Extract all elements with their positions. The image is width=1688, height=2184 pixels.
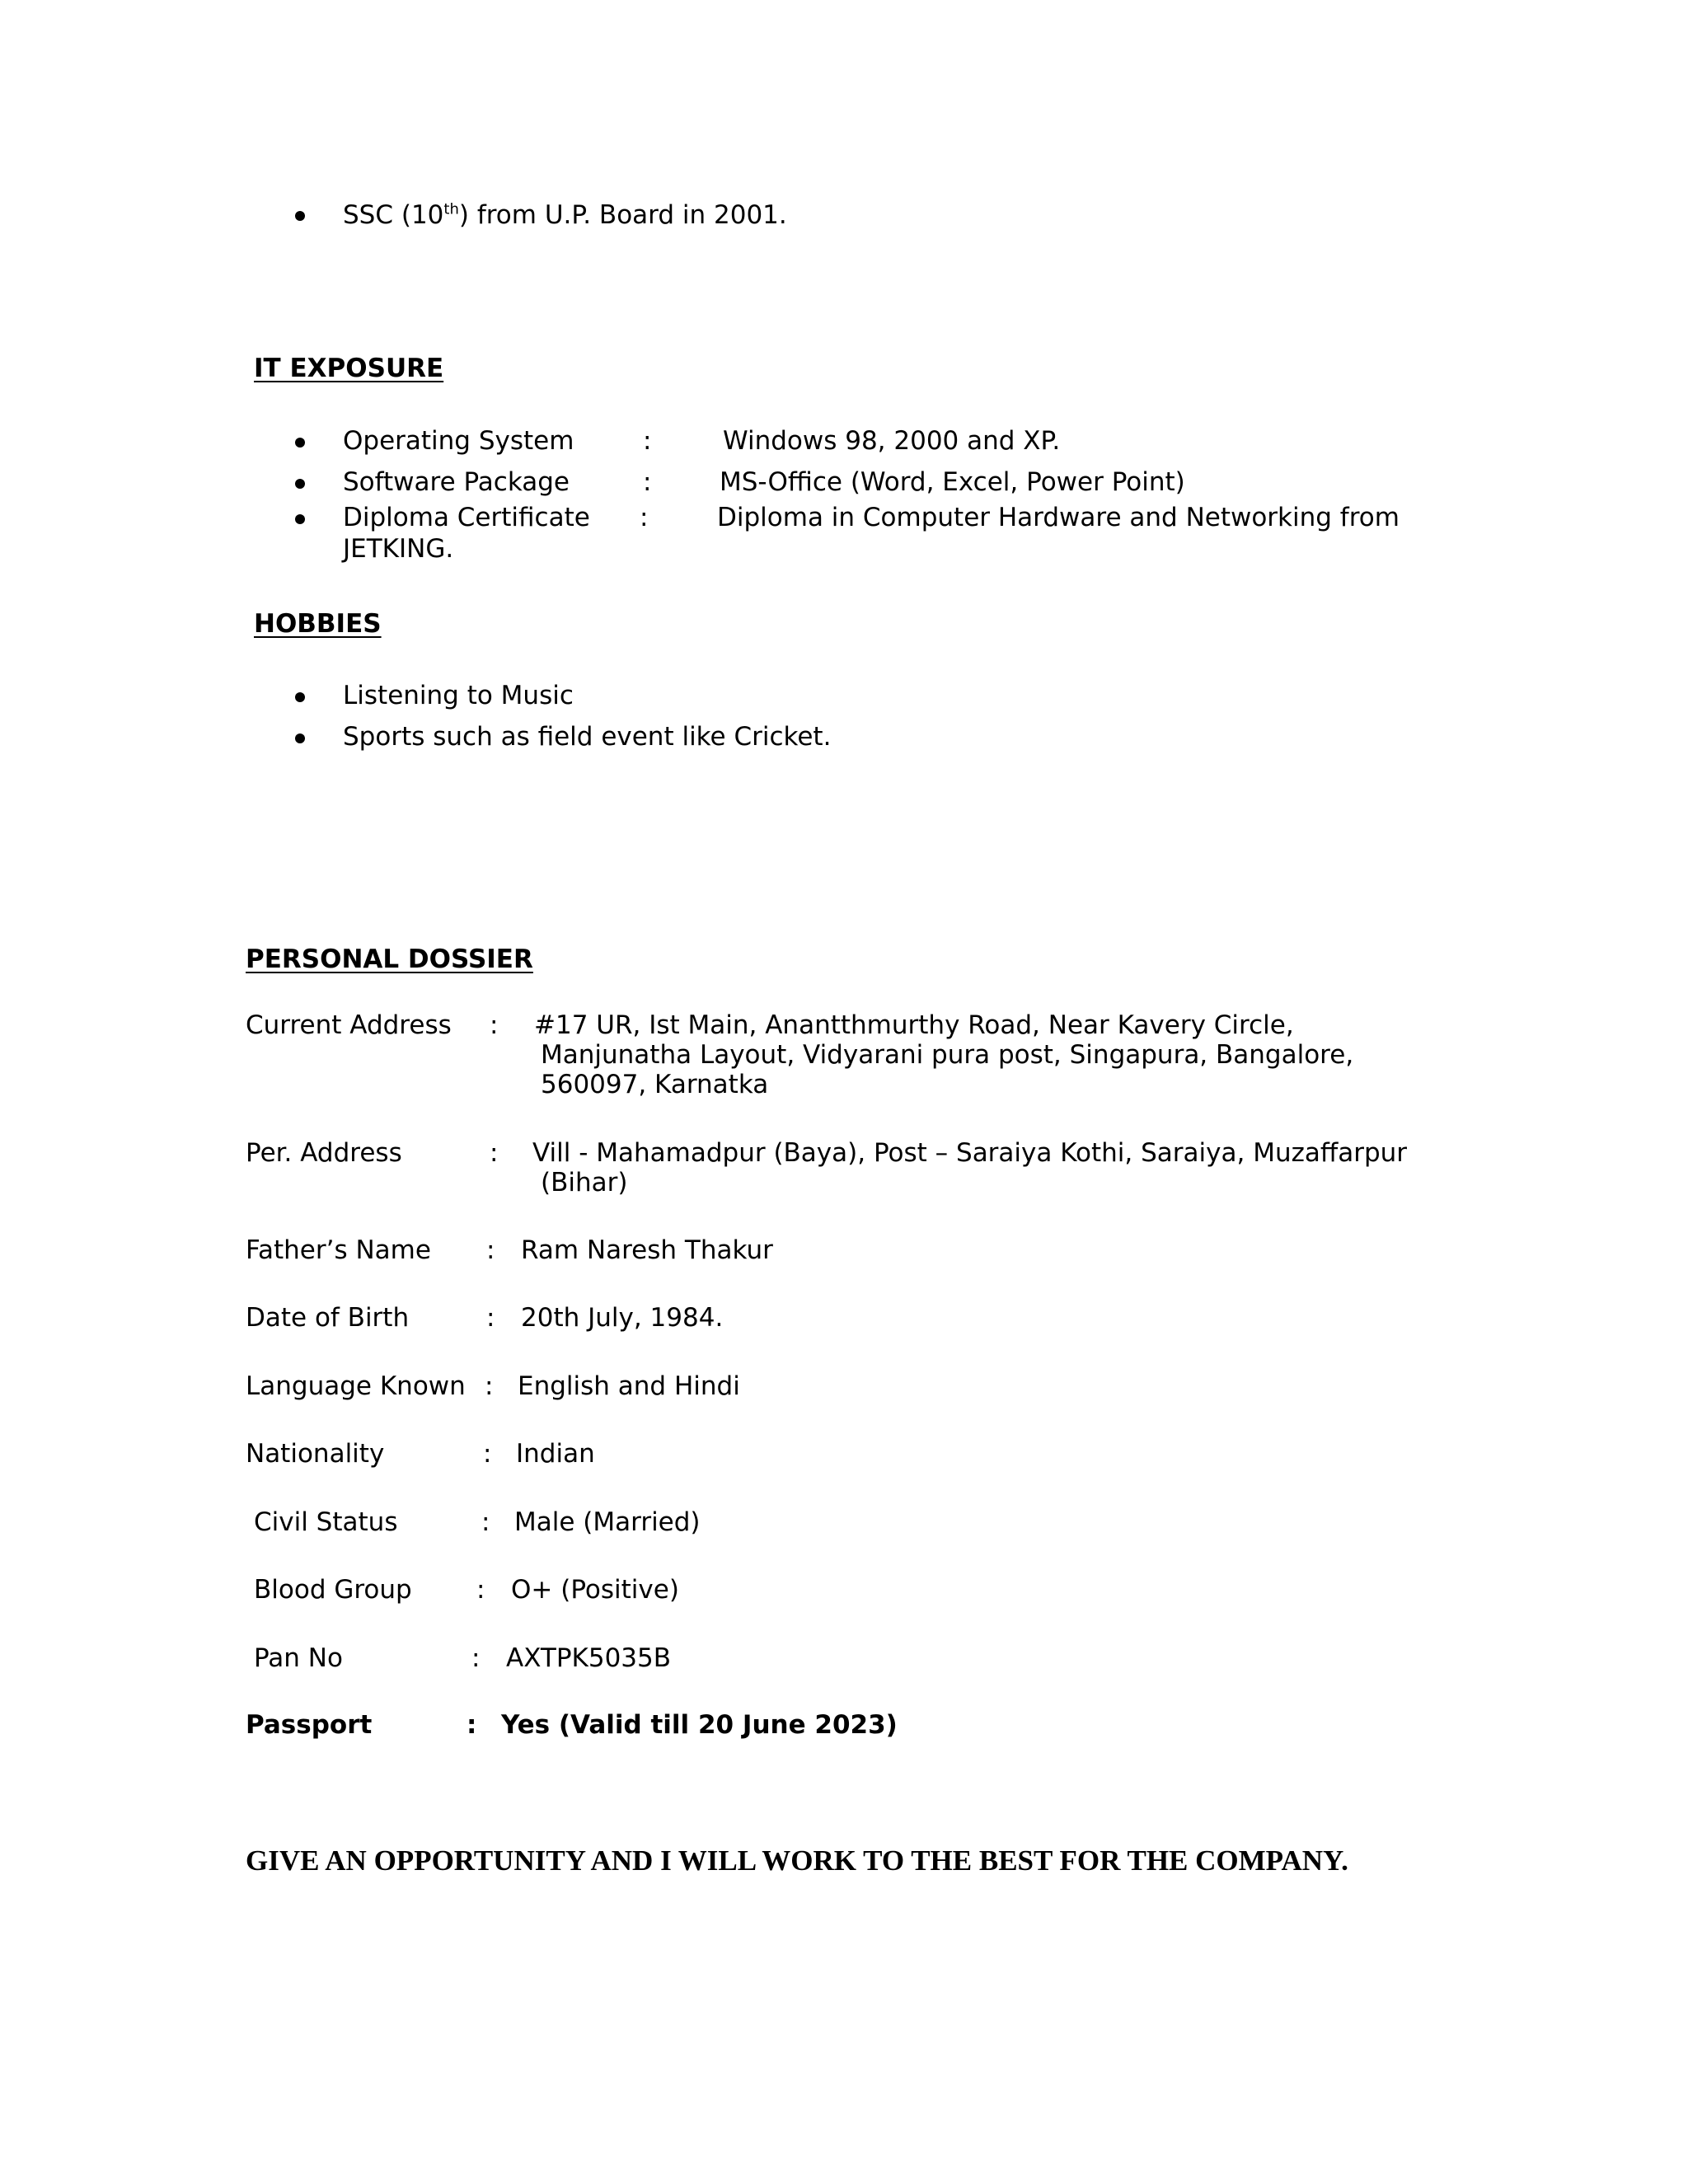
passport-sep: : <box>467 1710 477 1740</box>
pan-no-value: AXTPK5035B <box>506 1643 672 1673</box>
it-item-sep: : <box>643 426 652 456</box>
current-address-line: #17 UR, Ist Main, Anantthmurthy Road, Near Kavery Circle, <box>534 1010 1294 1040</box>
current-address-sep: : <box>490 1010 499 1040</box>
nationality-sep: : <box>483 1439 492 1469</box>
blood-group-label: Blood Group <box>254 1575 412 1605</box>
education-ssc: SSC (10th) from U.P. Board in 2001. <box>343 200 787 230</box>
civil-status-sep: : <box>481 1507 490 1537</box>
bullet-icon <box>295 211 305 221</box>
bullet-icon <box>295 479 305 489</box>
fathers-name-label: Father’s Name <box>246 1235 431 1265</box>
passport-value: Yes (Valid till 20 June 2023) <box>501 1710 898 1740</box>
it-item-continuation: JETKING. <box>343 534 454 564</box>
blood-group-sep: : <box>476 1575 485 1605</box>
bullet-icon <box>295 692 305 702</box>
per-address-line: (Bihar) <box>541 1168 628 1197</box>
it-item-sep: : <box>643 467 652 497</box>
dob-label: Date of Birth <box>246 1303 410 1333</box>
nationality-label: Nationality <box>246 1439 385 1469</box>
per-address-label: Per. Address <box>246 1138 402 1168</box>
bullet-icon <box>295 438 305 448</box>
civil-status-value: Male (Married) <box>514 1507 701 1537</box>
current-address-line: Manjunatha Layout, Vidyarani pura post, Singapura, Bangalore, <box>541 1040 1354 1070</box>
pan-no-label: Pan No <box>254 1643 343 1673</box>
it-item-label: Diploma Certificate <box>343 503 590 532</box>
pan-no-sep: : <box>471 1643 481 1673</box>
current-address-line: 560097, Karnatka <box>541 1070 769 1099</box>
it-item-sep: : <box>640 503 649 532</box>
language-value: English and Hindi <box>518 1371 740 1401</box>
personal-dossier-heading: PERSONAL DOSSIER <box>246 944 533 974</box>
civil-status-label: Civil Status <box>254 1507 398 1537</box>
it-exposure-heading: IT EXPOSURE <box>254 354 444 383</box>
per-address-line: Vill - Mahamadpur (Baya), Post – Saraiya Kothi, Saraiya, Muzaffarpur <box>532 1138 1408 1168</box>
hobbies-heading: HOBBIES <box>254 609 382 639</box>
it-item-value: Diploma in Computer Hardware and Networking from <box>717 503 1400 532</box>
per-address-sep: : <box>490 1138 499 1168</box>
nationality-value: Indian <box>516 1439 595 1469</box>
it-item-value: Windows 98, 2000 and XP. <box>723 426 1061 456</box>
current-address-label: Current Address <box>246 1010 452 1040</box>
dob-sep: : <box>486 1303 495 1333</box>
hobby-item: Listening to Music <box>343 681 574 710</box>
hobby-item: Sports such as field event like Cricket. <box>343 722 832 752</box>
dob-value: 20th July, 1984. <box>521 1303 724 1333</box>
fathers-name-value: Ram Naresh Thakur <box>521 1235 773 1265</box>
language-sep: : <box>485 1371 494 1401</box>
language-label: Language Known <box>246 1371 466 1401</box>
bullet-icon <box>295 514 305 524</box>
closing-statement: GIVE AN OPPORTUNITY AND I WILL WORK TO THE BEST FOR THE COMPANY. <box>246 1844 1348 1877</box>
blood-group-value: O+ (Positive) <box>511 1575 679 1605</box>
it-item-label: Software Package <box>343 467 570 497</box>
passport-label: Passport <box>246 1710 373 1740</box>
it-item-value: MS-Office (Word, Excel, Power Point) <box>720 467 1185 497</box>
bullet-icon <box>295 733 305 743</box>
it-item-label: Operating System <box>343 426 574 456</box>
fathers-name-sep: : <box>486 1235 495 1265</box>
